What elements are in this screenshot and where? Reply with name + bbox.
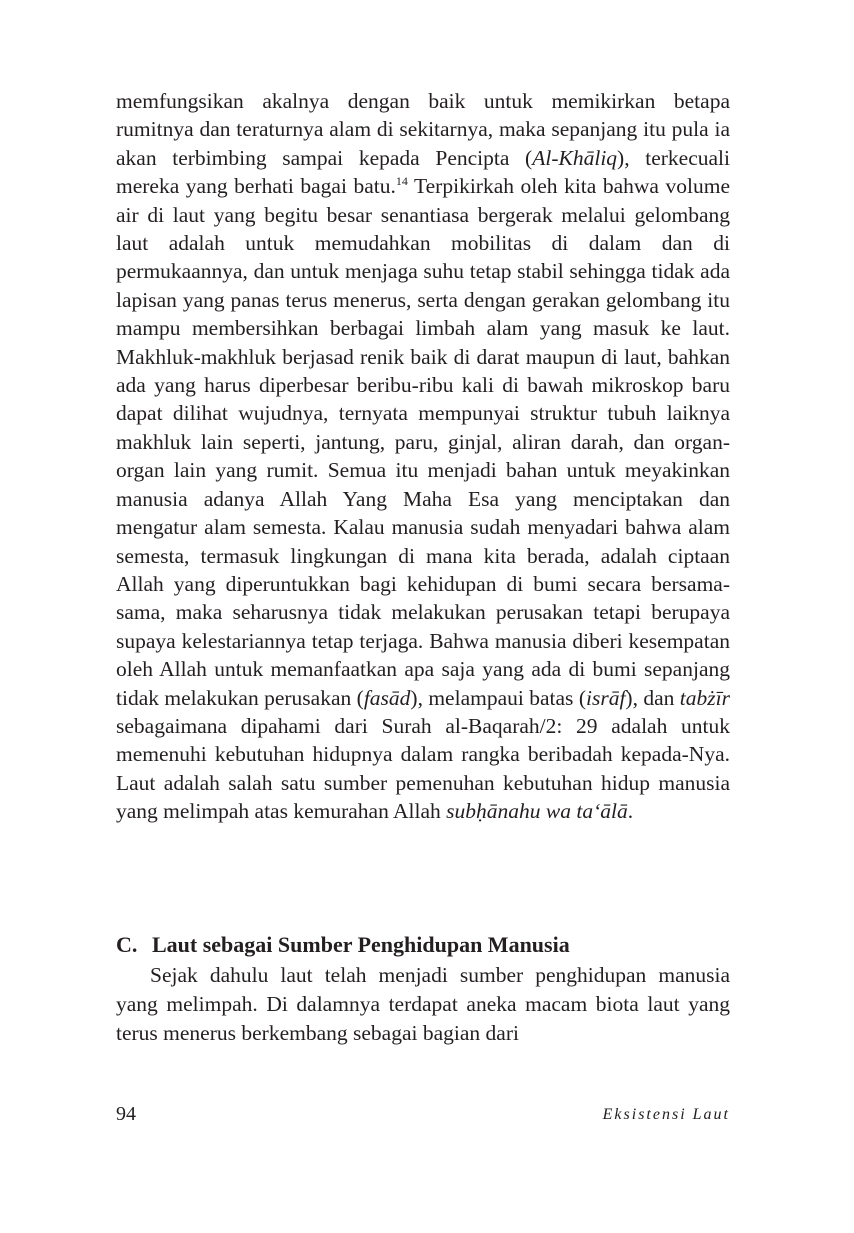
term-israf: isrāf <box>585 685 626 710</box>
term-tabzir: tabżīr <box>679 685 730 710</box>
paragraph <box>116 87 730 826</box>
text-run: . <box>627 799 634 824</box>
body-text <box>116 87 730 826</box>
page-number: 94 <box>116 1103 136 1125</box>
section-letter: C. <box>116 932 138 957</box>
term-subhanahu: subḥānahu wa ta‘ālā <box>446 799 628 824</box>
text-run: ), melampaui batas ( <box>410 685 586 710</box>
section-heading <box>116 931 730 959</box>
section-paragraph: Sejak dahulu laut telah menjadi sumber penghidupan manusia yang melimpah. Di dalamnya terdapat aneka macam biota laut yang terus menerus berkembang sebagai bagian dari <box>116 963 730 1045</box>
running-title: Eksistensi Laut <box>602 1106 730 1123</box>
text-run: Terpikirkah oleh kita bahwa volume air di laut yang begitu besar senantiasa bergerak melalui gelombang laut adalah untuk memudahkan mobilitas di dalam dan di permukaannya, dan untuk menjaga suhu tetap stabil sehingga tidak ada lapisan yang panas terus menerus, serta dengan gerakan gelombang itu mampu membersihkan berbagai limbah alam yang masuk ke laut. Makhluk-makhluk berjasad renik baik di darat maupun di laut, bahkan ada yang harus diperbesar beribu-ribu kali di bawah mikroskop baru dapat dilihat wujudnya, ternyata mempunyai struktur tubuh laiknya makhluk lain seperti, jantung, paru, ginjal, aliran darah, dan organ-organ lain yang rumit. Semua itu menjadi bahan untuk meyakinkan manusia adanya Allah Yang Maha Esa yang menciptakan dan mengatur alam semesta. Kalau manusia sudah menyadari bahwa alam semesta, termasuk lingkungan di mana kita berada, adalah ciptaan Allah yang diperuntukkan bagi kehidupan di bumi secara bersama-sama, maka seharusnya tidak melakukan perusakan tetapi berupaya supaya kelestariannya tetap terjaga. Bahwa manusia diberi kesempatan oleh Allah untuk memanfaatkan apa saja yang ada di bumi sepanjang tidak melakukan perusakan ( <box>116 174 731 710</box>
section-title: Laut sebagai Sumber Penghidupan Manusia <box>152 932 570 957</box>
text-run: ), dan <box>625 685 680 710</box>
term-fasad: fasād <box>363 685 411 710</box>
text-run: sebagaimana dipahami dari Surah al-Baqarah/2: 29 adalah untuk memenuhi kebutuhan hidupnya dalam rangka beribadah kepada-Nya. Laut adalah salah satu sumber pemenuhan kebutuhan hidup manusia yang melimpah atas kemurahan Allah <box>116 713 730 824</box>
text-run: ), terkecuali mereka yang berhati bagai batu. <box>116 145 730 199</box>
text-run: memfungsikan akalnya dengan baik untuk memikirkan betapa rumitnya dan teraturnya alam di sekitarnya, maka sepanjang itu pula ia akan terbimbing sampai kepada Pencipta ( <box>116 89 730 170</box>
term-al-khaliq: Al-Khāliq <box>532 145 618 170</box>
footnote-reference: 14 <box>395 174 408 189</box>
